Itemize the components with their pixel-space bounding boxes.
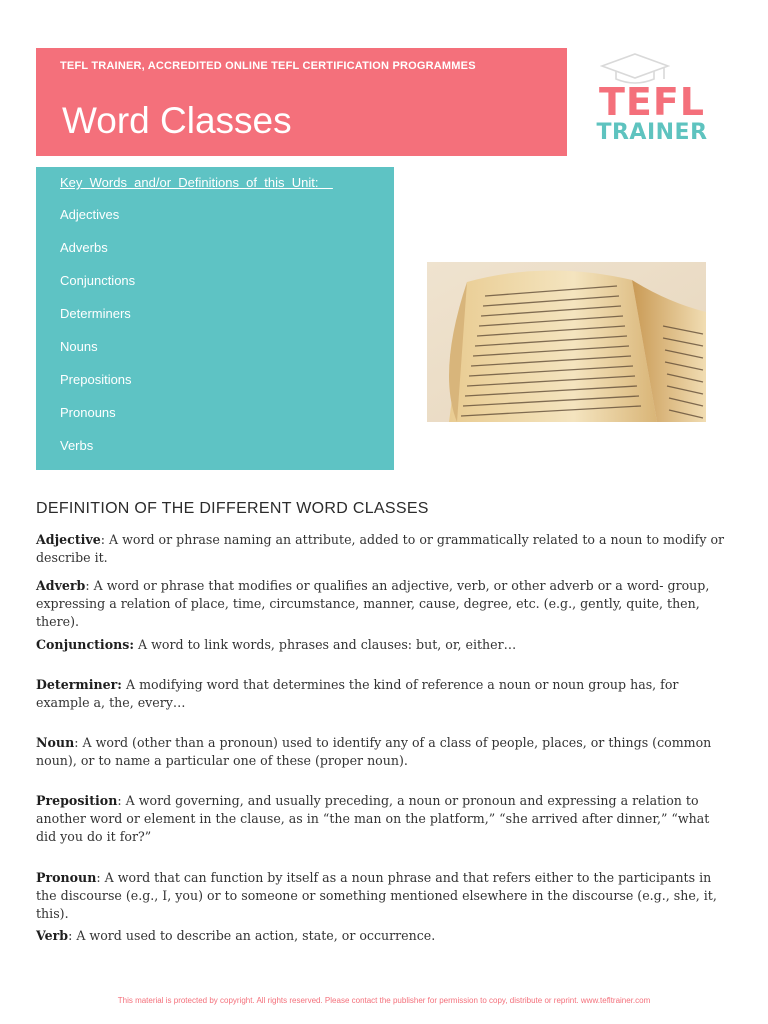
definition-text: A modifying word that determines the kind of reference a noun or noun group has, for example a, the, every…: [36, 677, 679, 710]
definition-text: A word or phrase that modifies or qualifies an adjective, verb, or other adverb or a word- group, expressing a relation of place, time, circumstance, manner, cause, degree, etc. (e.g., gently, quite, then, there).: [36, 578, 710, 629]
definition-separator: :: [68, 928, 77, 943]
definition-conjunctions: [36, 636, 732, 654]
key-words-box: [36, 167, 394, 470]
definition-term: Adverb: [36, 578, 86, 593]
definition-separator: :: [117, 793, 126, 808]
logo-text-tefl: TEFL: [598, 80, 706, 124]
key-words-heading: Key Words and/or Definitions of this Unit:: [60, 175, 333, 190]
key-word-item: Adverbs: [60, 240, 108, 255]
key-word-item: Nouns: [60, 339, 98, 354]
definition-noun: [36, 734, 732, 770]
definition-text: A word that can function by itself as a noun phrase and that refers either to the participants in the discourse (e.g., I, you) or to someone or something mentioned elsewhere in the discourse (e.g., she, it, this).: [36, 870, 717, 921]
page-title: Word Classes: [62, 100, 292, 141]
definition-term: Verb: [36, 928, 69, 943]
definition-term: Preposition: [36, 793, 118, 808]
key-word-item: Determiners: [60, 306, 131, 321]
open-book-image: [427, 262, 706, 422]
header-band: [36, 48, 567, 156]
definition-separator: :: [85, 578, 94, 593]
definition-separator: :: [96, 870, 105, 885]
definition-text: A word governing, and usually preceding, a noun or pronoun and expressing a relation to another word or element in the clause, as in “the man on the platform,” “she arrived after dinner,” “what did you do it for?”: [36, 793, 710, 844]
definition-text: A word used to describe an action, state, or occurrence.: [76, 928, 436, 943]
definition-adverb: [36, 577, 732, 631]
header-kicker: TEFL TRAINER, ACCREDITED ONLINE TEFL CERTIFICATION PROGRAMMES: [60, 60, 476, 72]
section-title: DEFINITION OF THE DIFFERENT WORD CLASSES: [36, 500, 429, 517]
logo-text-trainer: TRAINER: [596, 120, 708, 145]
key-word-item: Adjectives: [60, 207, 120, 222]
dictionary-photo: [427, 262, 706, 422]
definition-term: Pronoun: [36, 870, 97, 885]
definition-determiner: [36, 676, 732, 712]
definition-preposition: [36, 792, 732, 846]
key-word-item: Pronouns: [60, 405, 116, 420]
definition-term: Determiner:: [36, 677, 122, 692]
definition-term: Adjective: [36, 532, 101, 547]
key-word-item: Verbs: [60, 438, 94, 453]
definition-separator: :: [100, 532, 109, 547]
definition-term: Noun: [36, 735, 75, 750]
key-words-list: [60, 207, 135, 471]
definition-text: A word (other than a pronoun) used to identify any of a class of people, places, or things (common noun), or to name a particular one of these (proper noun).: [36, 735, 712, 768]
key-word-item: Prepositions: [60, 372, 132, 387]
definition-text: A word to link words, phrases and clauses: but, or, either…: [138, 637, 517, 652]
definition-text: A word or phrase naming an attribute, added to or grammatically related to a noun to modify or describe it.: [36, 532, 725, 565]
definition-adjective: [36, 531, 732, 567]
definition-pronoun: [36, 869, 732, 923]
definition-term: Conjunctions:: [36, 637, 135, 652]
definition-verb: [36, 927, 732, 945]
copyright-footer: This material is protected by copyright. All rights reserved. Please contact the publisher for permission to copy, distribute or reprint. www.tefltrainer.com: [117, 996, 651, 1005]
tefl-trainer-logo: [590, 52, 714, 148]
key-word-item: Conjunctions: [60, 273, 136, 288]
definition-separator: :: [74, 735, 83, 750]
